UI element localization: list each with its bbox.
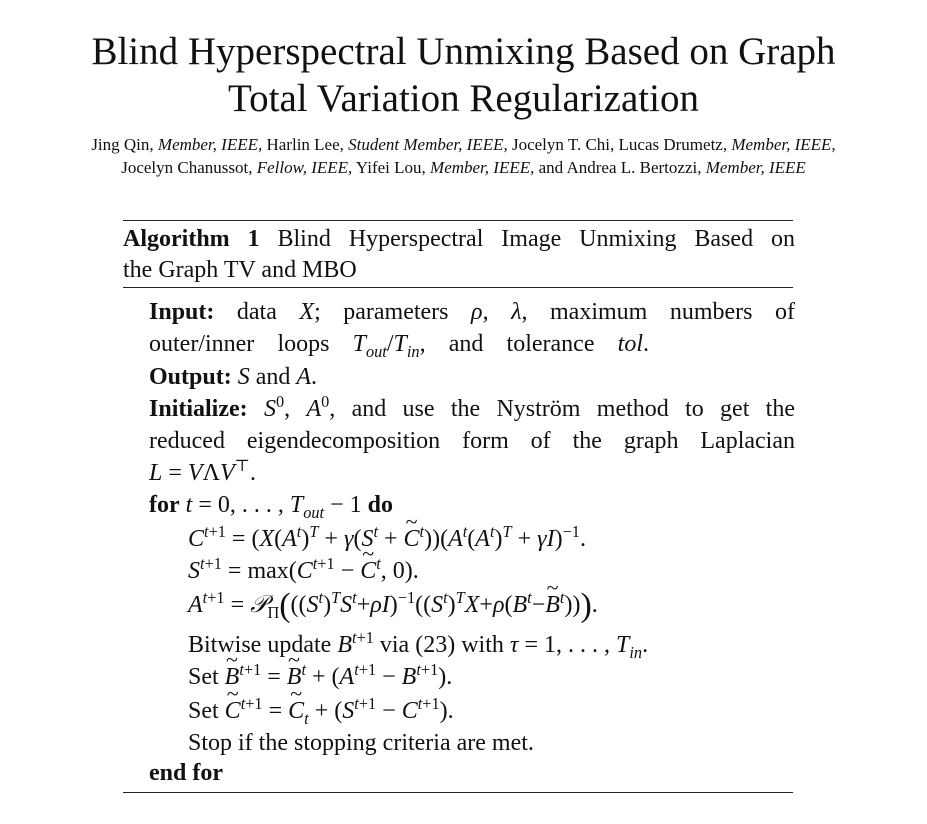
author-role: Student Member, IEEE, [348, 135, 508, 154]
step-stop: Stop if the stopping criteria are met. [188, 730, 534, 756]
author-role: Member, IEEE, [430, 158, 535, 177]
author-role: Member, IEEE, [731, 135, 836, 154]
do-keyword: do [367, 492, 393, 518]
algorithm-caption-text: Blind Hyperspectral Image Unmixing Based on [277, 226, 795, 252]
title-line-2: Total Variation Regularization [228, 77, 699, 120]
for-line: for t = 0, . . . , $T_{out} - 1$ do [149, 492, 393, 522]
init-line-2: reduced eigendecomposition form of the graph Laplacian [149, 428, 795, 454]
author-name: Jocelyn Chanussot, [121, 158, 253, 177]
title-line-1: Blind Hyperspectral Unmixing Based on Graph [91, 30, 836, 73]
input-keyword: Input: [149, 299, 215, 325]
algorithm-bottom-rule [123, 792, 793, 793]
output-line: Output: S and A. [149, 364, 318, 390]
step-update-C: $C^{t+1} = (X(A^t)^T + \gamma(S^t$ + ~ $C^t))(A^t(A^t)^T + \gamma I)^{-1}$. [188, 524, 586, 554]
author-list [0, 133, 927, 179]
algorithm-caption-line-1 [123, 224, 795, 255]
output-keyword: Output: [149, 364, 232, 390]
init-line-1: Initialize: $S^0$, $A^0$, and use the Nyström method to get the [149, 392, 796, 422]
end-for: end for [149, 760, 223, 786]
author-name: Jocelyn T. Chi, Lucas Drumetz, [511, 135, 728, 154]
author-role: Member, IEEE [705, 158, 806, 177]
step-set-Ctilde: Set ~ $C^{t+1}$ = ~ $C_t + (S^{t+1} - C^{t+1})$. [188, 696, 454, 726]
for-keyword: for [149, 492, 180, 518]
algorithm-caption [123, 224, 795, 286]
author-role: Member, IEEE, [157, 135, 263, 154]
author-role: Fellow, IEEE, [256, 158, 353, 177]
author-name: and Andrea L. Bertozzi, [538, 158, 702, 177]
input-line-2: outer/inner loops $T_{out}/T_{in}$, and tolerance tol. [149, 331, 649, 361]
author-name: Yifei Lou, [355, 158, 426, 177]
algorithm-label: Algorithm 1 [123, 226, 260, 252]
step-update-B: Bitwise update $B^{t+1}$ via (23) with τ = 1, . . . , $T_{in}$. [188, 628, 649, 662]
author-name: Jing Qin, [91, 135, 154, 154]
author-name: Harlin Lee, [266, 135, 344, 154]
step-update-A: $A^{t+1}$ = $𝒫_\Pi(((S^t)^TS^t+\rho I)^{-1}((S^t)^TX+\rho(B^t-\sim$ $B^t$))). [188, 590, 598, 621]
algorithm-mid-rule [123, 287, 793, 288]
authors-line-2 [0, 156, 927, 179]
step-set-Btilde: Set ~ $B^{t+1}$ = ~ $B^t + (A^{t+1} - B^{t+1})$. [188, 662, 452, 692]
step-update-S: $S^{t+1} = \max(C^{t+1}$ − ~ $C^t$, 0). [188, 556, 419, 586]
paper-title [0, 28, 927, 122]
authors-line-1 [0, 133, 927, 156]
initialize-keyword: Initialize: [149, 396, 248, 422]
algorithm-caption-line-2: the Graph TV and MBO [123, 257, 357, 283]
algorithm-top-rule [123, 220, 793, 221]
init-line-3: L = VΛV⊤. [149, 456, 256, 486]
input-line-1 [149, 297, 795, 327]
input-text-1: data X; parameters ρ, λ, maximum numbers of [236, 299, 795, 325]
